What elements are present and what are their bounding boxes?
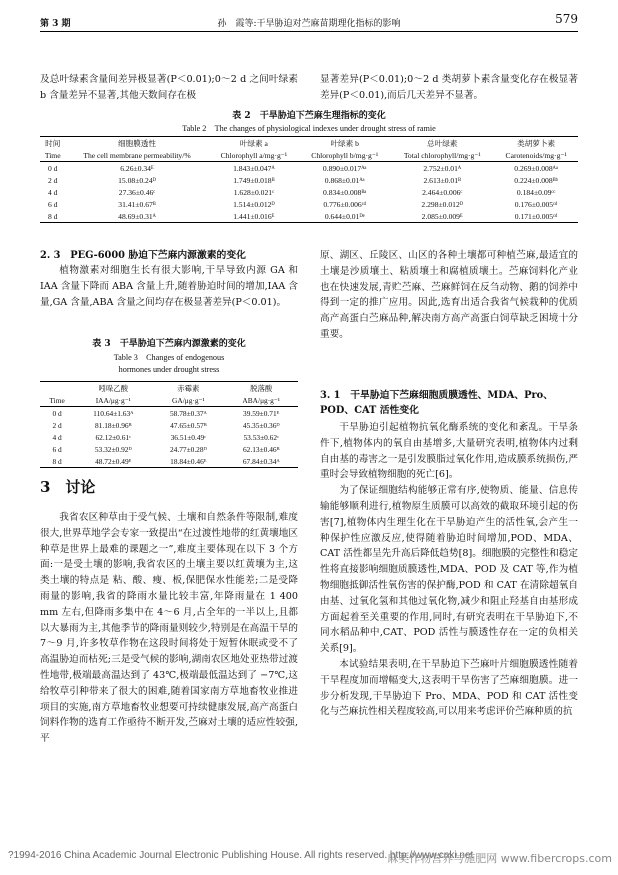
table-cell: 15.08±0.24ᴰ: [118, 175, 156, 185]
table-cell: 36.51±0.49ᶜ: [170, 432, 207, 442]
col-header: The cell membrane permeability/%: [65, 149, 208, 162]
table-cell: 0.890±0.017ᴬᵃ: [322, 163, 367, 173]
table-row: [40, 162, 578, 175]
col-header: IAA/μg·g⁻¹: [74, 394, 152, 407]
table-cell: 0 d: [47, 163, 58, 173]
table-cell: 0.171±0.005ᶜᵈ: [494, 210, 578, 223]
table3-caption-en-2: hormones under drought stress: [118, 365, 220, 374]
col-header: GA/μg·g⁻¹: [152, 394, 224, 407]
table-cell: 0.834±0.008ᴮᵃ: [323, 187, 367, 197]
col-header: Time: [40, 394, 74, 407]
table-cell: 53.32±0.92ᴰ: [94, 444, 132, 454]
table-cell: 0.644±0.01ᴰᵉ: [299, 210, 390, 223]
col-header: Total chlorophyll/mg·g⁻¹: [390, 149, 494, 162]
table-cell: 48.69±0.31ᴬ: [65, 210, 208, 223]
table-cell: 81.18±0.96ᴮ: [95, 420, 132, 430]
table-cell: 0.776±0.006ᶜᵈ: [323, 199, 367, 209]
table-cell: 0.224±0.008ᴮᵇ: [514, 175, 558, 185]
table-row: [40, 419, 298, 431]
table-cell: 2.752±0.01ᴬ: [423, 163, 462, 173]
col-header: Chlorophyll b/mg·g⁻¹: [299, 149, 390, 162]
table-cell: 2 d: [52, 420, 62, 430]
table-cell: 2.298±0.012ᴰ: [421, 199, 464, 209]
watermark: 麻类作物营养与施肥网 www.fibercrops.com: [387, 852, 612, 865]
header-rule: [40, 31, 578, 32]
table-row: [40, 210, 578, 223]
table-row: [40, 443, 298, 455]
table-cell: 1.514±0.012ᴰ: [233, 199, 275, 209]
table-cell: 39.59±0.71ᴱ: [243, 408, 280, 418]
col-header: Time: [40, 149, 65, 162]
section-2-3-body: 植物激素对细胞生长有很大影响,干旱导致内源 GA 和 IAA 含量下降而 ABA 含量上升,随着胁迫时间的增加,IAA 含量,GA 含量,ABA 含量之间均存在极显著差异(P＜0.01)。: [40, 265, 298, 308]
table-cell: 0.184±0.09ᶜᶜ: [516, 187, 556, 197]
table3: [40, 381, 298, 468]
table-cell: 45.35±0.36ᴰ: [242, 420, 280, 430]
table-cell: 47.65±0.57ᴮ: [170, 420, 207, 430]
table-row: [40, 186, 578, 198]
table-cell: 2 d: [47, 175, 58, 185]
table-cell: 0 d: [52, 408, 62, 418]
table-row: [40, 407, 298, 420]
table-cell: 62.13±0.46ᴮ: [242, 444, 280, 454]
col-header: ABA/μg·g⁻¹: [224, 394, 298, 407]
table3-caption-en-1: Table 3 Changes of endogenous: [113, 353, 225, 362]
issue-number: 第 3 期: [40, 19, 71, 29]
table-cell: 110.64±1.63ᴬ: [93, 408, 134, 418]
table-row: [40, 174, 578, 186]
table-cell: 8 d: [40, 455, 74, 468]
col-header: 吲哚乙酸: [74, 382, 152, 395]
table2-caption-cn: 表 2 干旱胁迫下苎麻生理指标的变化: [232, 111, 386, 121]
top-left-text: 及总叶绿素含量间差异极显著(P＜0.01);0～2 d 之间叶绿素 b 含量差异不显著,其他天数间存在极: [40, 74, 298, 101]
table-cell: 1.843±0.047ᴬ: [233, 163, 275, 173]
table-cell: 53.53±0.62ᶜ: [243, 432, 279, 442]
col-header: 总叶绿素: [390, 137, 494, 150]
table-cell: 4 d: [52, 432, 62, 442]
section-3-title: 3 讨论: [40, 478, 96, 496]
table-cell: 0.269±0.008ᴬᵃ: [514, 163, 558, 173]
copyright-footer: ?1994-2016 China Academic Journal Electronic Publishing House. All rights reserved. http://www.cnki.net: [8, 850, 474, 861]
col-header: 脱落酸: [224, 382, 298, 395]
table-cell: 0.176±0.005ᶜᵈ: [514, 199, 558, 209]
table-cell: 62.12±0.61ᶜ: [95, 432, 131, 442]
table-cell: 0.868±0.01ᴬᵃ: [324, 175, 365, 185]
page-number: 579: [555, 12, 578, 26]
col-header: 叶绿素 b: [299, 137, 390, 150]
section-3-right-cont: 原、湖区、丘陵区、山区的各种土壤都可种植苎麻,最适宜的土壤是沙质壤土、粘质壤土和腐植质壤土。苎麻饲料化产业也在快速发展,青贮苎麻、苎麻鲜饲在反刍动物、鹅的饲养中得到一定的推广应用。因此,选育出适合我省气候栽种的优质高产高蛋白苎麻品种,解决南方高产高蛋白饲草缺乏困境十分重要。: [320, 250, 578, 340]
section-2-3-title: 2. 3 PEG-6000 胁迫下苎麻内源激素的变化: [40, 250, 246, 261]
table-cell: 2.464±0.006ᶜ: [422, 187, 463, 197]
col-header: Chlorophyll a/mg·g⁻¹: [209, 149, 300, 162]
col-header: [40, 382, 74, 395]
table-row: [40, 455, 298, 468]
col-header: 叶绿素 a: [209, 137, 300, 150]
table-cell: 2.085±0.009ᴱ: [390, 210, 494, 223]
table-cell: 6.26±0.34ᴱ: [120, 163, 154, 173]
table-cell: 1.441±0.016ᴱ: [209, 210, 300, 223]
table-cell: 31.41±0.67ᴮ: [118, 199, 156, 209]
table-cell: 48.72±0.49ᴱ: [74, 455, 152, 468]
col-header: 时间: [40, 137, 65, 150]
running-title: 孙 霞等:干旱胁迫对苎麻苗期理化指标的影响: [217, 19, 401, 29]
table-cell: 27.36±0.46ᶜ: [118, 187, 156, 197]
col-header: 类胡萝卜素: [494, 137, 578, 150]
running-header: [40, 10, 578, 30]
table-row: [40, 431, 298, 443]
table-cell: 18.84±0.46ᴱ: [152, 455, 224, 468]
table-cell: 1.749±0.018ᴮ: [233, 175, 275, 185]
table-cell: 2.613±0.01ᴮ: [423, 175, 461, 185]
table2: [40, 136, 578, 223]
col-header: 赤霉素: [152, 382, 224, 395]
top-right-text: 显著差异(P＜0.01);0～2 d 类胡萝卜素含量变化存在极显著差异(P＜0.01),而后几天差异不显著。: [320, 74, 578, 101]
col-header: 细胞膜透性: [65, 137, 208, 150]
table-cell: 24.77±0.28ᴰ: [169, 444, 207, 454]
table-cell: 58.78±0.37ᴬ: [169, 408, 207, 418]
table-cell: 67.84±0.34ᴬ: [224, 455, 298, 468]
section-3-left-body: 我省农区种草由于受气候、土壤和自然条件等限制,难度很大,世界草地学会专家一致提出“在过渡性地带的红黄壤地区种草是世界上最难的课题之一”,难度主要体现在以下 3 个方面:一是受土壤的影响,我省农区的土壤主要以红黄壤为主,这类土壤的特点是 粘、酸、瘦、板,保肥保水性能差;二是受降雨量的影响,我省的降雨水量比较丰富,年降雨量在 1 400 mm 左右,但降雨多集中在 4～6 月,占全年的一半以上,且都以大暴雨为主,其他季节的降雨量则较少,特别是在高温干旱的 7～9 月,许多牧草作物在这段时间将处于短暂休眠或受不了高温胁迫而枯死;三是受气候的影响,湖南农区地处亚热带过渡性地带,极端最高温达到了 43℃,极端最低温达到了 −7℃,这给牧草引种带来了很大的困难,随着国家南方草地畜牧业推进项目的实施,南方草地畜牧业想要可持续健康发展,高产高蛋白饲料作物的选育工作亟待不断开发,苎麻对土壤的适应性较强,平: [40, 512, 298, 745]
table-cell: 4 d: [47, 187, 58, 197]
table-cell: 1.628±0.021ᶜ: [233, 187, 275, 197]
table-cell: 6 d: [47, 199, 58, 209]
table-row: [40, 198, 578, 210]
table3-caption-cn: 表 3 干旱胁迫下苎麻内源激素的变化: [92, 339, 246, 349]
section-3-1-title: 3. 1 干旱胁迫下苎麻细胞质膜透性、MDA、Pro、POD、CAT 活性变化: [320, 390, 554, 416]
table2-caption-en: Table 2 The changes of physiological indexes under drought stress of ramie: [182, 124, 436, 133]
col-header: Carotenoids/mg·g⁻¹: [494, 149, 578, 162]
table-cell: 8 d: [40, 210, 65, 223]
section-3-1-body: 干旱胁迫引起植物抗氧化酶系统的变化和紊乱。干旱条件下,植物体内的氧自由基增多,大量研究表明,植物体内过剩自由基的毒害之一是引发膜脂过氧化作用,造成膜系统损伤,严重时会导致植物细胞的死亡[6]。 为了保证细胞结构能够正常有序,使物质、能量、信息传输能够顺利进行,植物原生质膜可以高效的截取环境引起的伤害[7],植物体内生理生化在干旱胁迫产生的活性氧,会产生一种保护性应激反应,使得随着胁迫时间增加,POD、MDA、CAT 活性都呈先升高后降低趋势[8]。细胞膜的完整性和稳定性将直接影响细胞质膜透性,MDA、POD 及 CAT 等,作为植物细胞抵御活性氧伤害的保护酶,POD 和 CAT 在清除超氧自由基、过氧化氢和其他过氧化物,减少和阻止羟基自由基形成方面起着至关重要的作用,同时,有研究表明在干旱胁迫下,不同水稻品种中,CAT、POD 活性与膜透性存在一定的负相关关系[9]。 本试验结果表明,在干旱胁迫下苎麻叶片细胞膜透性随着干旱程度加而增幅变大,这表明干旱伤害了苎麻细胞膜。进一步分析发现,干旱胁迫下 Pro、MDA、POD 和 CAT 活性变化与苎麻抗性相关程度较高,可以用来考虑评价苎麻种质的抗: [320, 422, 578, 718]
table-cell: 6 d: [52, 444, 62, 454]
